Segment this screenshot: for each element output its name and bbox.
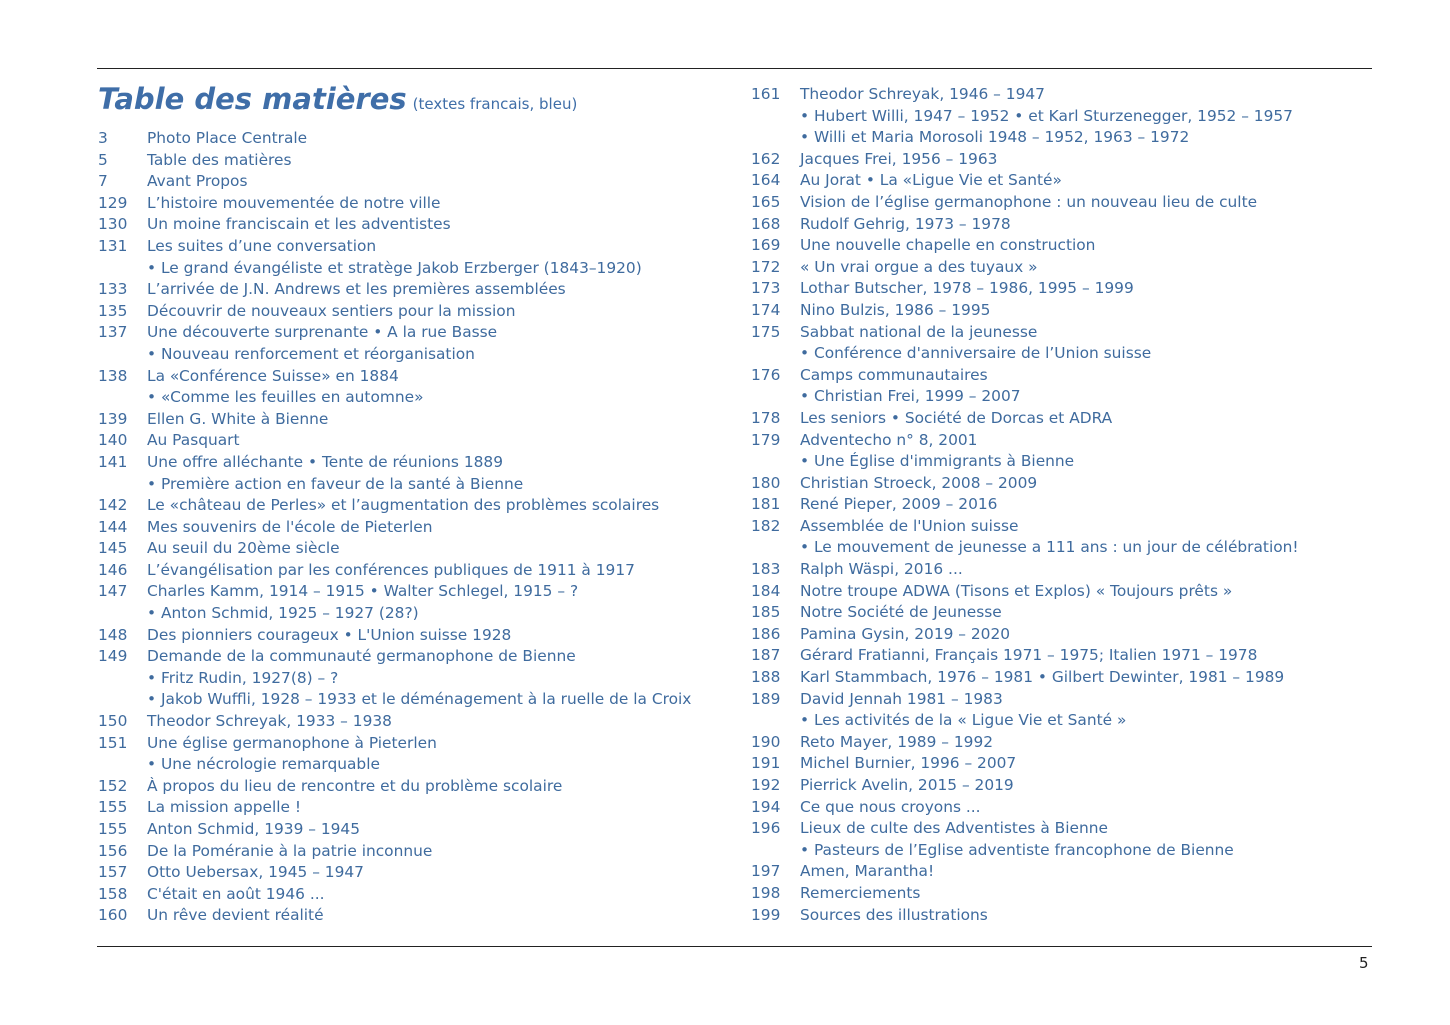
toc-entry-page: 184 <box>751 581 781 600</box>
toc-entry <box>98 625 738 647</box>
toc-entry-title: Notre Société de Jeunesse <box>800 603 1002 622</box>
toc-entry <box>751 732 1371 754</box>
toc-entry-title: Lieux de culte des Adventistes à Bienne <box>800 819 1108 838</box>
toc-entry-page: 147 <box>98 582 128 601</box>
toc-entry-page: 194 <box>751 797 781 816</box>
toc-entry <box>751 797 1371 819</box>
toc-entry-page: 151 <box>98 733 128 752</box>
toc-entry-title: Sources des illustrations <box>800 905 988 924</box>
toc-entry-page: 144 <box>98 517 128 536</box>
toc-entry-title: La mission appelle ! <box>147 798 302 817</box>
toc-entry-title: Ellen G. White à Bienne <box>147 409 329 428</box>
toc-entry <box>751 214 1371 236</box>
toc-entry-page: 192 <box>751 776 781 794</box>
toc-entry <box>751 430 1371 452</box>
toc-entry-page: 129 <box>98 193 128 212</box>
toc-entry-page: 152 <box>98 776 128 795</box>
toc-entry-title: Theodor Schreyak, 1946 – 1947 <box>800 85 1045 103</box>
toc-entry-page: 155 <box>98 820 128 838</box>
toc-entry-page: 160 <box>98 906 128 925</box>
toc-entry <box>98 538 738 560</box>
toc-entry <box>751 516 1371 538</box>
toc-entry-page: 161 <box>751 85 781 103</box>
toc-entry-page: 180 <box>751 473 781 492</box>
toc-entry-title: Les suites d’une conversation <box>147 236 377 255</box>
toc-entry-title: • Le grand évangéliste et stratège Jakob Erzberger (1843–1920) <box>147 258 642 277</box>
toc-entry-page: 130 <box>98 215 128 234</box>
toc-entry <box>98 495 738 517</box>
toc-entry <box>98 258 738 280</box>
toc-entry-title: C'était en août 1946 ... <box>147 884 325 903</box>
toc-entry-page <box>751 127 800 149</box>
toc-entry <box>98 646 738 668</box>
toc-entry-page <box>751 106 800 128</box>
toc-entry <box>98 193 738 215</box>
toc-entry-title: • «Comme les feuilles en automne» <box>147 388 424 407</box>
toc-entry <box>751 170 1371 192</box>
toc-entry-page: 158 <box>98 884 128 903</box>
toc-entry <box>751 300 1371 322</box>
toc-entry-title: Au seuil du 20ème siècle <box>147 539 340 558</box>
toc-entry <box>98 603 738 625</box>
toc-entry-title: Ralph Wäspi, 2016 ... <box>800 560 963 579</box>
toc-entry <box>751 106 1371 128</box>
toc-entry-title: Des pionniers courageux • L'Union suisse 1928 <box>147 625 512 644</box>
toc-entry-page: 162 <box>751 149 781 168</box>
toc-entry-page: 174 <box>751 300 781 319</box>
toc-entry-title: Un moine franciscain et les adventistes <box>147 215 451 234</box>
toc-entry-page: 183 <box>751 560 781 579</box>
toc-entry <box>751 602 1371 624</box>
toc-entry-page: 173 <box>751 279 781 298</box>
toc-entry-title: Anton Schmid, 1939 – 1945 <box>147 820 361 838</box>
toc-entry-title: David Jennah 1981 – 1983 <box>800 689 1003 708</box>
bottom-rule <box>97 946 1372 947</box>
page-number: 5 <box>1359 954 1369 972</box>
toc-entry-title: L’évangélisation par les conférences publiques de 1911 à 1917 <box>147 560 635 579</box>
toc-entry <box>751 192 1371 214</box>
toc-entry-page: 133 <box>98 280 128 299</box>
toc-entry <box>98 409 738 431</box>
toc-entry-page <box>751 451 800 473</box>
toc-entry <box>751 386 1371 408</box>
toc-entry-page <box>98 689 147 711</box>
toc-entry-title: Christian Stroeck, 2008 – 2009 <box>800 473 1038 492</box>
toc-entry <box>98 819 738 841</box>
toc-entry-title: • Nouveau renforcement et réorganisation <box>147 344 475 363</box>
toc-entry-page: 199 <box>751 905 781 924</box>
toc-entry-title: • Anton Schmid, 1925 – 1927 (28?) <box>147 604 419 623</box>
toc-entry-page: 186 <box>751 624 781 643</box>
toc-entry <box>751 645 1371 667</box>
toc-entry-page: 182 <box>751 516 781 535</box>
toc-entry-page: 142 <box>98 496 128 515</box>
toc-heading <box>98 82 738 128</box>
toc-entry-title: Un rêve devient réalité <box>147 906 324 925</box>
toc-entry <box>751 861 1371 883</box>
toc-entry <box>98 344 738 366</box>
toc-entry-page: 197 <box>751 862 781 881</box>
toc-entry-title: Karl Stammbach, 1976 – 1981 • Gilbert Dewinter, 1981 – 1989 <box>800 668 1285 687</box>
toc-entry-page <box>98 474 147 496</box>
toc-entry-page: 187 <box>751 646 781 665</box>
toc-entry-title: Rudolf Gehrig, 1973 – 1978 <box>800 214 1011 233</box>
toc-entry <box>751 408 1371 430</box>
toc-entry-page <box>751 343 800 365</box>
toc-entry <box>98 560 738 582</box>
toc-entry <box>98 452 738 474</box>
toc-entry-title: Découvrir de nouveaux sentiers pour la mission <box>147 301 516 320</box>
toc-entry <box>751 149 1371 171</box>
toc-entry-page <box>751 537 800 559</box>
toc-entry-page: 5 <box>98 150 108 169</box>
toc-entry-page: 139 <box>98 409 128 428</box>
toc-entry <box>751 235 1371 257</box>
toc-entry-title: « Un vrai orgue a des tuyaux » <box>800 257 1038 276</box>
toc-entry <box>98 279 738 301</box>
toc-entry-title: Theodor Schreyak, 1933 – 1938 <box>147 712 392 731</box>
toc-entry-title: Les seniors • Société de Dorcas et ADRA <box>800 408 1113 427</box>
toc-entry-page <box>98 258 147 280</box>
toc-entry-page: 189 <box>751 689 781 708</box>
toc-entry <box>98 236 738 258</box>
toc-entry <box>98 387 738 409</box>
top-rule <box>97 68 1372 69</box>
toc-entry <box>751 365 1371 387</box>
toc-entry-title: Une découverte surprenante • A la rue Basse <box>147 323 498 342</box>
toc-right-list <box>751 84 1371 926</box>
toc-entry <box>98 430 738 452</box>
toc-entry-page <box>751 386 800 408</box>
toc-entry-page: 176 <box>751 365 781 384</box>
toc-entry <box>751 278 1371 300</box>
toc-entry-title: • Les activités de la « Ligue Vie et Santé » <box>800 711 1127 730</box>
toc-entry <box>751 840 1371 862</box>
toc-entry-title: • Pasteurs de l’Eglise adventiste francophone de Bienne <box>800 840 1234 859</box>
toc-entry-title: • Fritz Rudin, 1927(8) – ? <box>147 668 339 687</box>
toc-entry <box>751 537 1371 559</box>
toc-entry-page: 190 <box>751 732 781 751</box>
toc-entry-page: 178 <box>751 408 781 427</box>
page-subtitle: (textes francais, bleu) <box>412 95 578 113</box>
toc-entry <box>98 884 738 906</box>
toc-entry-page: 131 <box>98 236 128 255</box>
toc-entry-page: 169 <box>751 236 781 255</box>
toc-entry-title: À propos du lieu de rencontre et du problème scolaire <box>147 776 563 795</box>
toc-entry <box>98 301 738 323</box>
toc-entry-title: Nino Bulzis, 1986 – 1995 <box>800 300 991 319</box>
toc-entry-title: L’histoire mouvementée de notre ville <box>147 193 441 212</box>
toc-entry-page <box>98 603 147 625</box>
toc-entry-title: Table des matières <box>147 150 292 169</box>
toc-entry <box>751 883 1371 905</box>
toc-entry <box>751 559 1371 581</box>
toc-entry-page: 149 <box>98 647 128 666</box>
toc-entry-title: Otto Uebersax, 1945 – 1947 <box>147 863 364 882</box>
toc-right-column <box>751 84 1371 926</box>
toc-entry-page: 135 <box>98 301 128 320</box>
toc-entry-page <box>751 840 800 862</box>
toc-entry <box>98 668 738 690</box>
toc-entry-page: 198 <box>751 883 781 902</box>
toc-entry-title: Camps communautaires <box>800 365 988 384</box>
toc-entry-page: 157 <box>98 863 128 882</box>
toc-entry-page: 168 <box>751 214 781 233</box>
toc-entry-page: 3 <box>98 129 108 147</box>
toc-entry-title: • Le mouvement de jeunesse a 111 ans : un jour de célébration! <box>800 538 1299 557</box>
toc-entry-title: Remerciements <box>800 883 921 902</box>
toc-entry-page: 165 <box>751 192 781 211</box>
toc-entry <box>751 343 1371 365</box>
toc-entry <box>751 667 1371 689</box>
toc-entry-title: Notre troupe ADWA (Tisons et Explos) « Toujours prêts » <box>800 581 1233 600</box>
toc-entry-title: L’arrivée de J.N. Andrews et les premières assemblées <box>147 280 566 299</box>
toc-entry <box>751 581 1371 603</box>
toc-entry-title: Au Jorat • La «Ligue Vie et Santé» <box>800 171 1062 190</box>
toc-entry-title: Mes souvenirs de l'école de Pieterlen <box>147 517 433 536</box>
toc-entry-page: 140 <box>98 431 128 450</box>
toc-entry <box>98 581 738 603</box>
toc-entry <box>98 862 738 884</box>
toc-entry-title: Avant Propos <box>147 172 248 191</box>
toc-entry-title: • Une nécrologie remarquable <box>147 755 380 774</box>
toc-entry-page <box>98 754 147 776</box>
toc-entry-page: 155 <box>98 798 128 817</box>
toc-entry-title: Charles Kamm, 1914 – 1915 • Walter Schlegel, 1915 – ? <box>147 582 579 601</box>
toc-entry-title: Le «château de Perles» et l’augmentation des problèmes scolaires <box>147 496 660 515</box>
toc-entry <box>98 517 738 539</box>
toc-entry-title: Une offre alléchante • Tente de réunions 1889 <box>147 452 503 471</box>
toc-entry-title: René Pieper, 2009 – 2016 <box>800 495 998 514</box>
toc-entry-title: • Première action en faveur de la santé à Bienne <box>147 474 524 493</box>
toc-entry-page: 164 <box>751 171 781 190</box>
toc-entry-page <box>98 387 147 409</box>
toc-entry-title: • Hubert Willi, 1947 – 1952 • et Karl Sturzenegger, 1952 – 1957 <box>800 106 1293 125</box>
toc-entry-page: 172 <box>751 257 781 276</box>
toc-entry <box>98 776 738 798</box>
toc-entry-title: Pamina Gysin, 2019 – 2020 <box>800 624 1011 643</box>
toc-entry-page: 191 <box>751 754 781 773</box>
toc-entry <box>98 754 738 776</box>
toc-entry-title: Reto Mayer, 1989 – 1992 <box>800 732 994 751</box>
toc-entry <box>751 257 1371 279</box>
toc-entry <box>98 128 738 150</box>
toc-entry-title: • Conférence d'anniversaire de l’Union suisse <box>800 344 1152 363</box>
toc-entry-title: Gérard Fratianni, Français 1971 – 1975; Italien 1971 – 1978 <box>800 646 1258 665</box>
toc-entry-title: • Willi et Maria Morosoli 1948 – 1952, 1963 – 1972 <box>800 128 1190 147</box>
toc-entry <box>751 689 1371 711</box>
toc-entry-page: 196 <box>751 819 781 838</box>
toc-entry-page: 179 <box>751 430 781 449</box>
toc-entry-title: Jacques Frei, 1956 – 1963 <box>800 149 998 168</box>
toc-entry <box>98 366 738 388</box>
toc-entry <box>751 710 1371 732</box>
toc-entry <box>98 689 738 711</box>
toc-entry-page: 175 <box>751 322 781 341</box>
toc-entry-title: • Christian Frei, 1999 – 2007 <box>800 387 1021 406</box>
toc-entry <box>751 624 1371 646</box>
toc-entry <box>98 474 738 496</box>
toc-entry-page: 137 <box>98 323 128 342</box>
toc-entry-title: Michel Burnier, 1996 – 2007 <box>800 754 1017 773</box>
toc-left-list <box>98 128 738 927</box>
toc-entry-page: 150 <box>98 712 128 731</box>
toc-entry <box>751 451 1371 473</box>
toc-left-column <box>98 82 738 927</box>
toc-entry-title: Sabbat national de la jeunesse <box>800 322 1038 341</box>
toc-entry-page: 156 <box>98 841 128 860</box>
toc-entry-title: Amen, Marantha! <box>800 862 935 881</box>
toc-entry <box>98 711 738 733</box>
toc-entry-title: Au Pasquart <box>147 431 240 450</box>
toc-entry <box>751 775 1371 797</box>
toc-entry-title: De la Poméranie à la patrie inconnue <box>147 841 433 860</box>
toc-entry-title: Demande de la communauté germanophone de Bienne <box>147 647 576 666</box>
toc-entry <box>751 494 1371 516</box>
toc-entry <box>98 214 738 236</box>
toc-entry-page: 138 <box>98 366 128 385</box>
toc-entry-page: 7 <box>98 172 108 191</box>
toc-entry <box>751 84 1371 106</box>
toc-entry-page: 185 <box>751 603 781 622</box>
toc-entry-page: 188 <box>751 668 781 687</box>
toc-entry-page: 181 <box>751 495 781 514</box>
toc-entry-title: Une église germanophone à Pieterlen <box>147 733 437 752</box>
toc-entry-title: • Une Église d'immigrants à Bienne <box>800 452 1075 471</box>
toc-entry-title: Pierrick Avelin, 2015 – 2019 <box>800 776 1014 794</box>
toc-entry-title: Une nouvelle chapelle en construction <box>800 236 1096 255</box>
toc-entry-page <box>98 668 147 690</box>
toc-entry <box>98 841 738 863</box>
toc-entry-page: 148 <box>98 625 128 644</box>
toc-entry-title: Adventecho n° 8, 2001 <box>800 430 978 449</box>
toc-entry <box>751 818 1371 840</box>
toc-entry <box>98 322 738 344</box>
toc-entry <box>751 473 1371 495</box>
toc-entry <box>751 905 1371 927</box>
toc-entry <box>98 905 738 927</box>
toc-entry <box>98 733 738 755</box>
toc-entry-title: Ce que nous croyons ... <box>800 797 981 816</box>
toc-entry-page: 141 <box>98 452 128 471</box>
toc-entry <box>751 322 1371 344</box>
toc-entry <box>98 171 738 193</box>
page-title: Table des matières <box>98 82 407 116</box>
toc-entry-page: 145 <box>98 539 128 558</box>
toc-entry-title: • Jakob Wuffli, 1928 – 1933 et le déménagement à la ruelle de la Croix <box>147 690 692 709</box>
toc-entry-page <box>751 710 800 732</box>
toc-entry-title: La «Conférence Suisse» en 1884 <box>147 366 399 385</box>
toc-entry <box>751 753 1371 775</box>
toc-entry-title: Photo Place Centrale <box>147 129 308 147</box>
toc-entry <box>751 127 1371 149</box>
toc-entry <box>98 150 738 172</box>
toc-entry-title: Vision de l’église germanophone : un nouveau lieu de culte <box>800 192 1258 211</box>
toc-entry-title: Assemblée de l'Union suisse <box>800 516 1019 535</box>
toc-entry-page: 146 <box>98 560 128 579</box>
toc-entry <box>98 797 738 819</box>
toc-entry-page <box>98 344 147 366</box>
toc-entry-title: Lothar Butscher, 1978 – 1986, 1995 – 1999 <box>800 279 1134 298</box>
